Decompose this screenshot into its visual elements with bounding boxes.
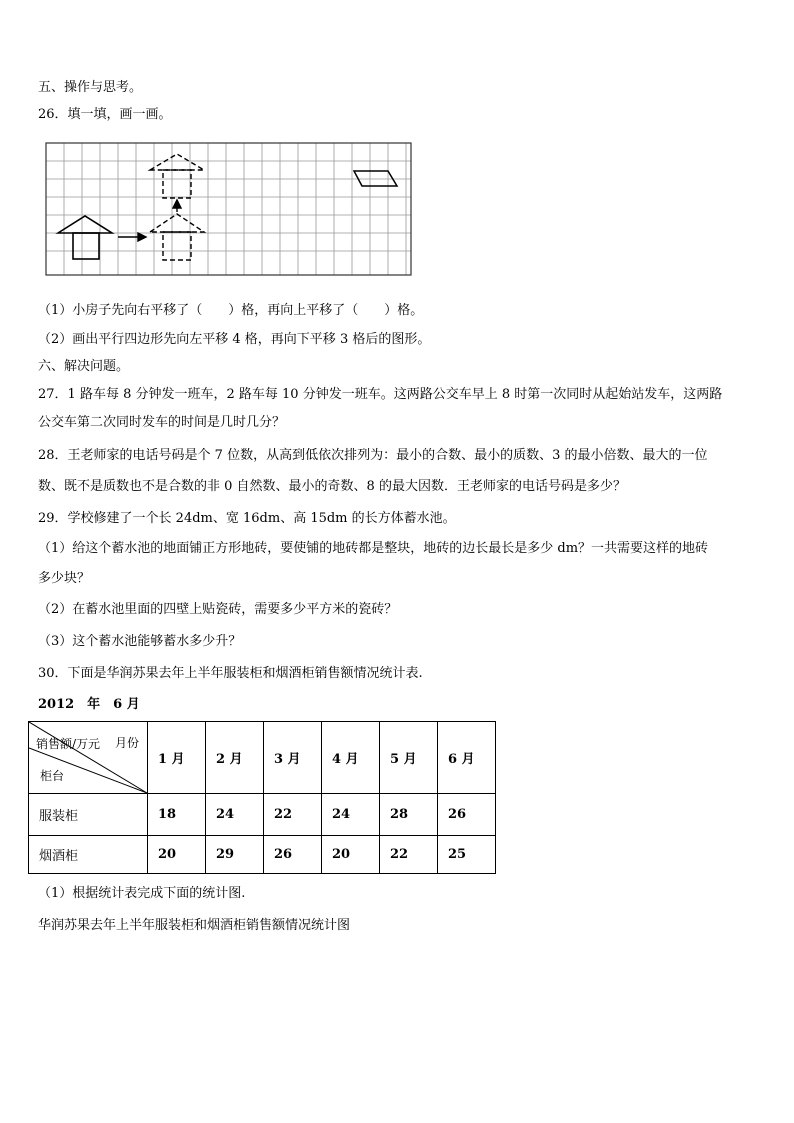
- grid-lines: [46, 143, 411, 275]
- parallelogram: [354, 171, 397, 186]
- q27-line1: 27．1 路车每 8 分钟发一班车，2 路车每 10 分钟发一班车。这两路公交车早上 8 时第一次同时从起始站发车，这两路: [38, 387, 723, 402]
- table-cell: 26: [438, 794, 496, 836]
- month-header: 6 月: [438, 722, 496, 794]
- section-6-heading: 六、解决问题。: [38, 359, 130, 374]
- table-row: [29, 794, 496, 836]
- corner-sales-label: 销售额/万元: [36, 737, 101, 751]
- table-cell: 20: [148, 836, 206, 874]
- row-label: 烟酒柜: [29, 836, 148, 874]
- q28-line2: 数、既不是质数也不是合数的非 0 自然数、最小的奇数、8 的最大因数．王老师家的电话号码是多少？: [38, 479, 626, 494]
- month-header: 5 月: [380, 722, 438, 794]
- q27-line2: 公交车第二次同时发车的时间是几时几分？: [38, 415, 286, 430]
- month-header: 2 月: [206, 722, 264, 794]
- table-cell: 25: [438, 836, 496, 874]
- q29-sub3: （3）这个蓄水池能够蓄水多少升？: [38, 634, 242, 649]
- table-row: [29, 836, 496, 874]
- sales-table: [28, 721, 496, 874]
- q29-sub2: （2）在蓄水池里面的四壁上贴瓷砖，需要多少平方米的瓷砖？: [38, 602, 398, 617]
- chart-title: 华润苏果去年上半年服装柜和烟酒柜销售额情况统计图: [38, 918, 351, 933]
- table-header-row: [29, 722, 496, 794]
- table-cell: 22: [264, 794, 322, 836]
- table-date: 2012 年 6 月: [38, 697, 140, 712]
- table-cell: 20: [322, 836, 380, 874]
- table-cell: 29: [206, 836, 264, 874]
- q29-sub1-line1: （1）给这个蓄水池的地面铺正方形地砖，要使铺的地砖都是整块，地砖的边长最长是多少 dm？一共需要这样的地砖: [38, 541, 709, 556]
- q29-title: 29．学校修建了一个长 24dm、宽 16dm、高 15dm 的长方体蓄水池。: [38, 511, 456, 526]
- table-cell: 28: [380, 794, 438, 836]
- arrow-right-icon: [118, 233, 146, 241]
- corner-month-label: 月份: [115, 736, 140, 750]
- grid-diagram: [45, 142, 413, 276]
- table-cell: 24: [206, 794, 264, 836]
- q28-line1: 28．王老师家的电话号码是个 7 位数，从高到低依次排列为：最小的合数、最小的质数、3 的最小倍数、最大的一位: [38, 448, 708, 463]
- month-header: 1 月: [148, 722, 206, 794]
- corner-counter-label: 柜台: [40, 769, 65, 783]
- q26-sub2: （2）画出平行四边形先向左平移 4 格，再向下平移 3 格后的图形。: [38, 332, 431, 347]
- table-cell: 24: [322, 794, 380, 836]
- table-cell: 18: [148, 794, 206, 836]
- diagonal-header-cell: [29, 722, 148, 794]
- q26-sub1: （1）小房子先向右平移了（ ）格，再向上平移了（ ）格。: [38, 303, 424, 318]
- small-house: [58, 216, 112, 259]
- row-label: 服装柜: [29, 794, 148, 836]
- table-cell: 26: [264, 836, 322, 874]
- section-5-heading: 五、操作与思考。: [38, 80, 143, 95]
- q30-title: 30．下面是华润苏果去年上半年服装柜和烟酒柜销售额情况统计表.: [38, 666, 423, 681]
- translation-grid-figure: [45, 142, 413, 280]
- arrow-up-icon: [173, 200, 181, 212]
- table-cell: 22: [380, 836, 438, 874]
- q26-title: 26．填一填，画一画。: [38, 107, 172, 122]
- month-header: 3 月: [264, 722, 322, 794]
- dashed-house-right: [150, 214, 204, 260]
- q30-sub1: （1）根据统计表完成下面的统计图.: [38, 886, 246, 901]
- q29-sub1-line2: 多少块？: [38, 571, 91, 586]
- month-header: 4 月: [322, 722, 380, 794]
